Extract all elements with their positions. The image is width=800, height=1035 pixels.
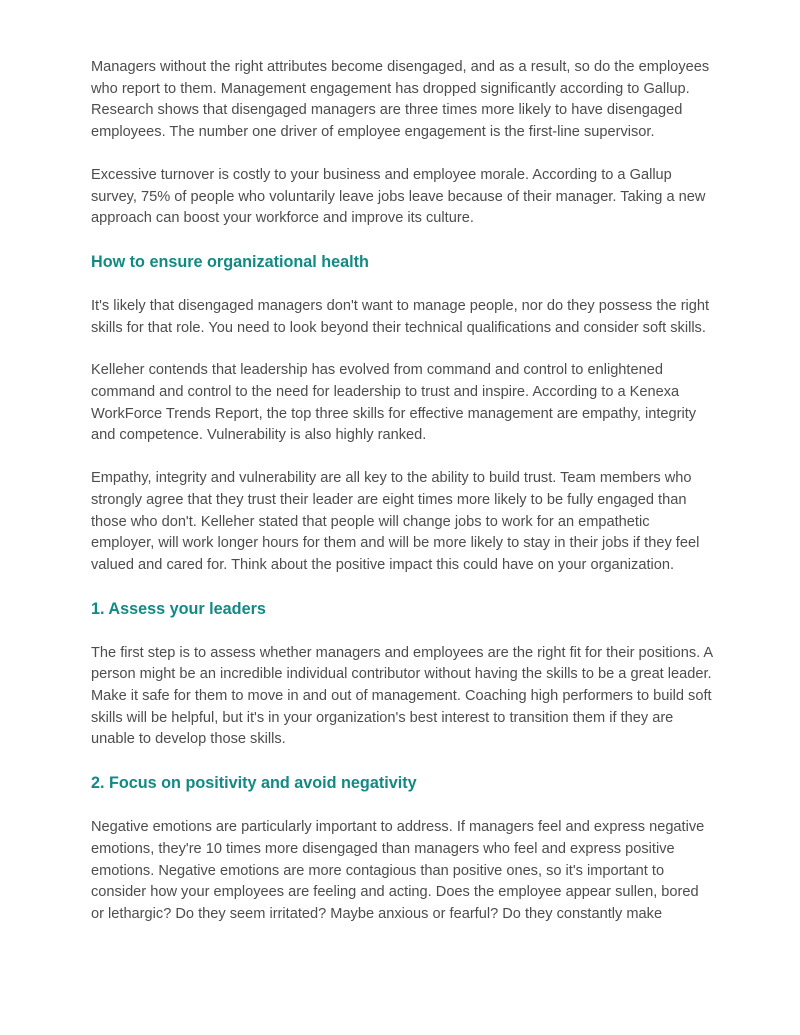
paragraph-trust: Empathy, integrity and vulnerability are all key to the ability to build trust. Team members who strongly agree that they trust their leader are eight times more likely to be fully engaged than those who don't. Kelleher stated that people will change jobs to work for an empathetic employer, will work longer hours for them and will be more likely to stay in their jobs if they feel valued and cared for. Think about the positive impact this could have on your organization. bbox=[91, 470, 700, 573]
paragraph-assess-fit: The first step is to assess whether managers and employees are the right fit for their positions. A person might be an incredible individual contributor without having the skills to be a great leader. Make it safe for them to move in and out of management. Coaching high performers to build soft skills will be helpful, but it's in your organization's best interest to transition them if they are unable to develop those skills. bbox=[91, 644, 713, 748]
paragraph-manager-engagement: Managers without the right attributes become disengaged, and as a result, so do the employees who report to them. Management engagement has dropped significantly according to Gallup. Research shows that disengaged managers are three times more likely to have disengaged employees. The number one driver of employee engagement is the first-line supervisor. bbox=[91, 59, 710, 141]
heading-positivity: 2. Focus on positivity and avoid negativity bbox=[91, 774, 417, 793]
paragraph-soft-skills: It's likely that disengaged managers don't want to manage people, nor do they possess the right skills for that role. You need to look beyond their technical qualifications and consider soft skills. bbox=[91, 297, 710, 336]
paragraph-leadership-evolution: Kelleher contends that leadership has evolved from command and control to enlightened command and control to the need for leadership to trust and inspire. According to a Kenexa WorkForce Trends Report, the top three skills for effective management are empathy, integrity and competence. Vulnerability is also highly ranked. bbox=[91, 362, 697, 444]
paragraph-negative-emotions: Negative emotions are particularly important to address. If managers feel and express negative emotions, they're 10 times more disengaged than managers who feel and express positive emotions. Negative emotions are more contagious than positive ones, so it's important to consider how your employees are feeling and acting. Does the employee appear sullen, bored or lethargic? Do they seem irritated? Maybe anxious or fearful? Do they constantly make bbox=[91, 819, 705, 922]
heading-organizational-health: How to ensure organizational health bbox=[91, 252, 369, 271]
heading-assess-leaders: 1. Assess your leaders bbox=[91, 599, 266, 618]
article-body bbox=[91, 57, 713, 926]
paragraph-turnover: Excessive turnover is costly to your business and employee morale. According to a Gallup survey, 75% of people who voluntarily leave jobs leave because of their manager. Taking a new approach can boost your workforce and improve its culture. bbox=[91, 166, 706, 227]
